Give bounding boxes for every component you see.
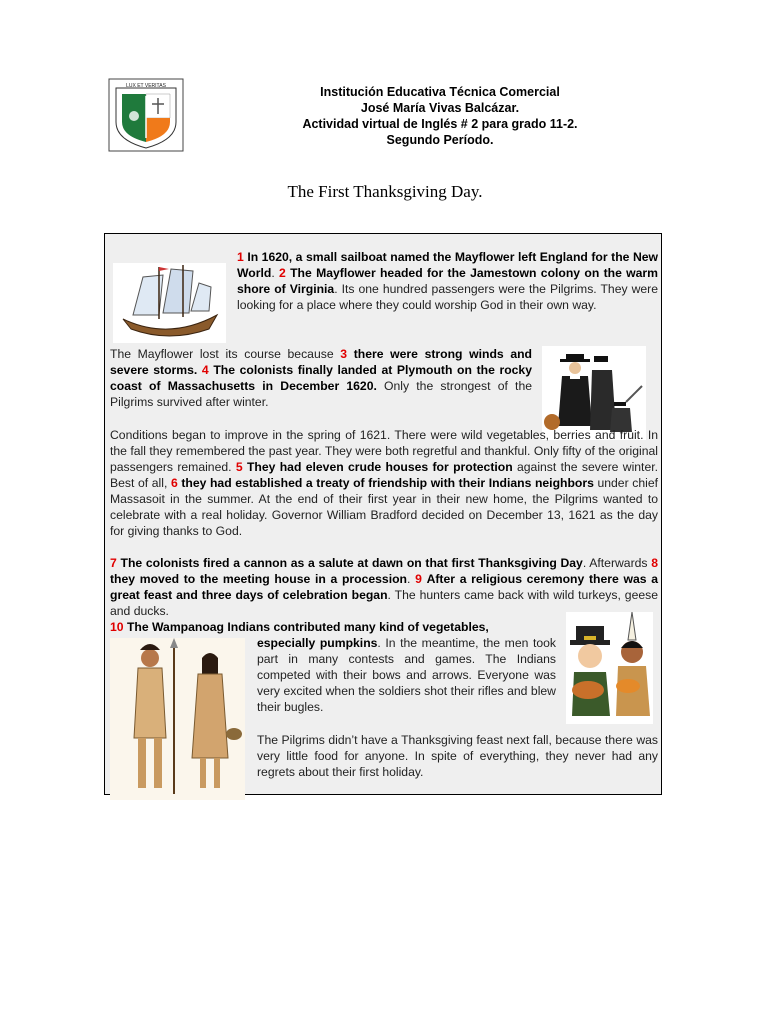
paragraph-4 (110, 555, 658, 619)
text-span: Only the strongest of the Pilgrims survived after winter. (110, 379, 532, 409)
text-span: The Pilgrims didn’t have a Thanksgiving feast next fall, because there was very little food for anyone. In spite of everything, they never had any regrets about their first holiday. (257, 733, 658, 779)
document-header (260, 84, 620, 148)
sentence-7: The colonists fired a cannon as a salute at dawn on that first Thanksgiving Day (120, 556, 583, 570)
sentence-3: there were strong winds and severe storms. (110, 347, 532, 377)
number-4: 4 (201, 363, 209, 377)
sentence-6: they had established a treaty of friendship with their Indians neighbors (181, 476, 594, 490)
text-span: under chief Massasoit in the summer. At the end of their first year in their new home, the Pilgrims wanted to celebrate with a real holiday. Governor William Bradford decided on December 13, 1621 as the day for giving thanks to God. (110, 476, 658, 538)
sentence-4: The colonists finally landed at Plymouth on the rocky coast of Massachusetts in December 1620. (110, 363, 532, 393)
text-span: against the severe winter. Best of all, (110, 460, 658, 490)
text-span: . (271, 266, 280, 280)
paragraph-6 (257, 732, 658, 780)
school-logo (108, 78, 184, 152)
text-span: . The hunters came back with wild turkeys, geese and ducks. (110, 588, 658, 618)
header-school-name: José María Vivas Balcázar. (360, 101, 520, 115)
number-6: 6 (170, 476, 178, 490)
number-10: 10 (110, 620, 124, 634)
sentence-10a: The Wampanoag Indians contributed many kind of vegetables, (126, 620, 489, 634)
paragraph-5 (257, 635, 556, 715)
paragraph-5-first-line (110, 619, 556, 635)
text-span: . In the meantime, the men took part in many contests and games. The Indians competed with their bows and arrows. Everyone was very excited when the soldiers shot their rifles and blew their bugles. (257, 636, 556, 714)
text-span: Conditions began to improve in the spring of 1621. There were wild vegetables, berries and fruit. In the fall they remembered the past year. They were both regretful and thankful. Only fifty of the original passengers remained. (110, 428, 658, 474)
mayflower-ship-image (113, 263, 226, 343)
paragraph-1 (237, 249, 658, 313)
page-title: The First Thanksgiving Day. (287, 182, 483, 201)
sentence-2: The Mayflower headed for the Jamestown colony on the warm shore of Virginia (237, 266, 658, 296)
number-8: 8 (651, 556, 659, 570)
header-activity: Actividad virtual de Inglés # 2 para grado 11-2. (302, 117, 578, 131)
header-period: Segundo Período. (386, 133, 494, 147)
text-span: The Mayflower lost its course because (110, 347, 341, 361)
text-span: . (406, 572, 416, 586)
sentence-1: In 1620, a small sailboat named the Mayflower left England for the New World (237, 250, 659, 280)
wampanoag-indians-image (110, 638, 245, 800)
number-2: 2 (279, 266, 286, 280)
number-9: 9 (415, 572, 422, 586)
pilgrims-image (542, 346, 646, 440)
logo-motto: LUX ET VERITAS (126, 83, 166, 89)
paragraph-2 (110, 346, 532, 410)
header-institution: Institución Educativa Técnica Comercial (320, 85, 560, 99)
number-7: 7 (110, 556, 117, 570)
sentence-10b: especially pumpkins (257, 636, 378, 650)
paragraph-3 (110, 427, 658, 539)
text-span: . Afterwards (582, 556, 652, 570)
number-3: 3 (340, 347, 348, 361)
pilgrim-and-indian-cartoon (566, 612, 653, 724)
sentence-8: they moved to the meeting house in a procession (110, 572, 407, 586)
text-span: . Its one hundred passengers were the Pilgrims. They were looking for a place where they could worship God in their own way. (237, 282, 658, 312)
number-5: 5 (235, 460, 243, 474)
number-1: 1 (237, 250, 244, 264)
sentence-5: They had eleven crude houses for protection (246, 460, 513, 474)
sentence-9: After a religious ceremony there was a great feast and three days of celebration began (110, 572, 658, 602)
